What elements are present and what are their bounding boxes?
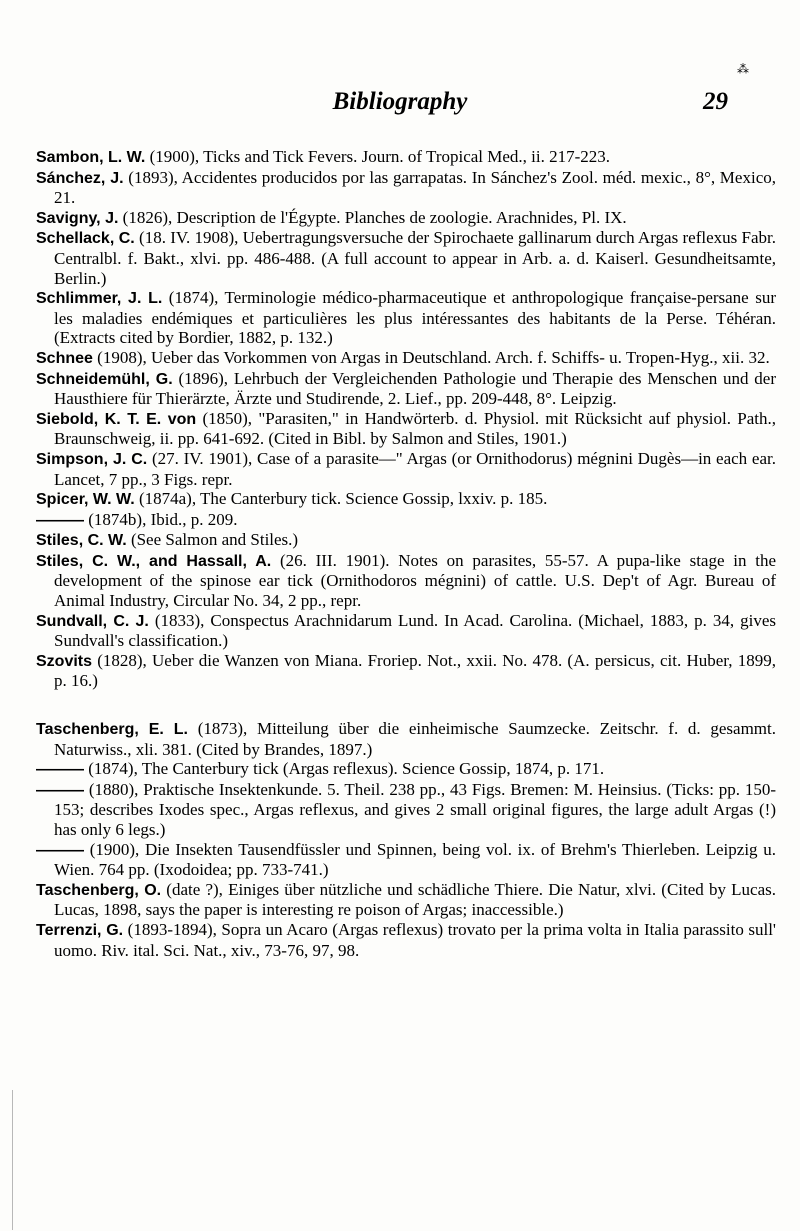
entry-author: Simpson, J. C. <box>36 450 148 468</box>
entry-author: Sundvall, C. J. <box>36 612 149 630</box>
bibliography-entry <box>36 880 776 920</box>
bibliography-entry <box>36 208 776 229</box>
entry-author: Taschenberg, O. <box>36 881 162 899</box>
bibliography-entry <box>36 228 776 288</box>
bibliography-entry <box>36 147 776 168</box>
section-gap <box>36 691 776 719</box>
entry-author: Siebold, K. T. E. von <box>36 410 197 428</box>
entry-citation: (26. III. 1901). Notes on parasites, 55-57. A pupa-like stage in the development of the spinose ear tick (Ornithodoros mégnini) of cattle. U.S. Dep't of Agr. Bureau of Animal Industry, Circular No. 34, 2 pp., repr. <box>54 550 776 611</box>
bibliography-entry <box>36 369 776 409</box>
entry-citation: (1896), Lehrbuch der Vergleichenden Pathologie und Therapie des Menschen und der Hausthiere für Thierärzte, Ärzte und Studirende, 2. Lief., pp. 209-448, 8°. Leipzig. <box>54 368 777 409</box>
page-number: 29 <box>703 88 728 115</box>
bibliography-entry <box>36 780 776 840</box>
bibliography-entry <box>36 551 776 611</box>
entry-author: Spicer, W. W. <box>36 491 135 509</box>
bibliography-entry <box>36 348 776 369</box>
entry-author: Terrenzi, G. <box>36 921 124 939</box>
entry-citation: (1900), Ticks and Tick Fevers. Journ. of Tropical Med., ii. 217-223. <box>145 147 611 166</box>
entry-citation: (date ?), Einiges über nützliche und schädliche Thiere. Die Natur, xlvi. (Cited by Lucas. Lucas, 1898, says the paper is interesting re poison of Argas; inaccessible.) <box>54 879 776 920</box>
entry-author: Schneidemühl, G. <box>36 370 173 388</box>
entry-citation: (27. IV. 1901), Case of a parasite—" Argas (or Ornithodorus) mégnini Dugès—in each ear. Lancet, 7 pp., 3 Figs. repr. <box>54 448 776 489</box>
bibliography-entry <box>36 719 776 759</box>
entry-citation: (See Salmon and Stiles.) <box>126 530 299 550</box>
entry-author: ——— <box>36 841 84 859</box>
bibliography-entry <box>36 409 776 449</box>
entry-author: Schellack, C. <box>36 230 135 248</box>
bibliography-entry <box>36 759 776 780</box>
entry-citation: (1828), Ueber die Wanzen von Miana. Froriep. Not., xxii. No. 478. (A. persicus, cit. Huber, 1899, p. 16.) <box>54 650 776 691</box>
page-edge-line <box>12 1090 13 1230</box>
entry-author: Stiles, C. W., and Hassall, A. <box>36 552 272 570</box>
entry-list <box>36 147 776 691</box>
entry-author: Schnee <box>36 349 93 367</box>
entry-author: Savigny, J. <box>36 209 119 227</box>
entry-citation: (1893-1894), Sopra un Acaro (Argas reflexus) trovato per la prima volta in Italia parassito sull' uomo. Riv. ital. Sci. Nat., xiv., 73-76, 97, 98. <box>54 919 776 960</box>
entry-citation: (1880), Praktische Insektenkunde. 5. Theil. 238 pp., 43 Figs. Bremen: M. Heinsius. (Ticks: pp. 150-153; describes Ixodes spec., Argas reflexus, and gives 2 small original figures, the large adult Argas (!) has only 6 legs.) <box>54 779 776 839</box>
bibliography-entry <box>36 449 776 489</box>
bibliography-entry <box>36 288 776 348</box>
entry-author: Szovits <box>36 652 93 670</box>
entry-author: ——— <box>36 511 84 529</box>
entry-list <box>36 719 776 960</box>
bibliography-entry <box>36 920 776 960</box>
entry-citation: (1893), Accidentes producidos por las garrapatas. In Sánchez's Zool. méd. mexic., 8°, Mexico, 21. <box>54 167 776 208</box>
entry-citation: (1873), Mitteilung über die einheimische Saumzecke. Zeitschr. f. d. gesammt. Naturwiss., xli. 381. (Cited by Brandes, 1897.) <box>54 719 776 759</box>
bibliography-entry <box>36 168 776 208</box>
entry-citation: (1874a), The Canterbury tick. Science Gossip, lxxiv. p. 185. <box>134 489 548 509</box>
running-title: Bibliography <box>332 88 468 115</box>
entry-citation: (1850), "Parasiten," in Handwörterb. d. Physiol. mit Rücksicht auf physiol. Path., Braunschweig, ii. pp. 641-692. (Cited in Bibl. by Salmon and Stiles, 1901.) <box>54 408 776 449</box>
bibliography-entry <box>36 530 776 551</box>
entry-citation: (1874b), Ibid., p. 209. <box>84 509 238 529</box>
entry-author: Sambon, L. W. <box>36 149 146 166</box>
entry-citation: (1900), Die Insekten Tausendfüssler und Spinnen, being vol. ix. of Brehm's Thierleben. Leipzig u. Wien. 764 pp. (Ixodoidea; pp. 733-741.) <box>54 839 776 880</box>
entry-citation: (1833), Conspectus Arachnidarum Lund. In Acad. Carolina. (Michael, 1883, p. 34, gives Sundvall's classification.) <box>54 610 776 651</box>
entry-citation: (1874), The Canterbury tick (Argas reflexus). Science Gossip, 1874, p. 171. <box>84 759 605 779</box>
entry-citation: (18. IV. 1908), Uebertragungsversuche der Spirochaete gallinarum durch Argas reflexus Fabr. Centralbl. f. Bakt., xlvi. pp. 486-488. (A full account to appear in Arb. a. d. Kaiserl. Gesundheitsamte, Berlin.) <box>54 228 777 288</box>
entry-citation: (1874), Terminologie médico-pharmaceutique et anthropologique française-persane sur les maladies endémiques et particulières les plus intéressantes des habitants de la Perse. Téhéran. (Extracts cited by Bordier, 1882, p. 132.) <box>54 288 776 348</box>
bibliography-entry <box>36 510 776 531</box>
page-header <box>0 88 800 128</box>
entry-author: Taschenberg, E. L. <box>36 721 188 739</box>
bibliography-entry <box>36 840 776 880</box>
entry-author: Schlimmer, J. L. <box>36 290 163 308</box>
entry-citation: (1826), Description de l'Égypte. Planches de zoologie. Arachnides, Pl. IX. <box>118 207 627 227</box>
entry-author: ——— <box>36 761 84 779</box>
bibliography-entry <box>36 611 776 651</box>
entry-author: Stiles, C. W. <box>36 532 127 550</box>
bibliography-entry <box>36 489 776 510</box>
corner-mark: ⁂ <box>737 62 749 76</box>
bibliography-entry <box>36 651 776 691</box>
entry-author: Sánchez, J. <box>36 169 124 187</box>
entry-citation: (1908), Ueber das Vorkommen von Argas in Deutschland. Arch. f. Schiffs- u. Tropen-Hyg., xii. 32. <box>92 347 770 367</box>
entry-author: ——— <box>36 781 84 799</box>
bibliography-body <box>36 147 776 960</box>
